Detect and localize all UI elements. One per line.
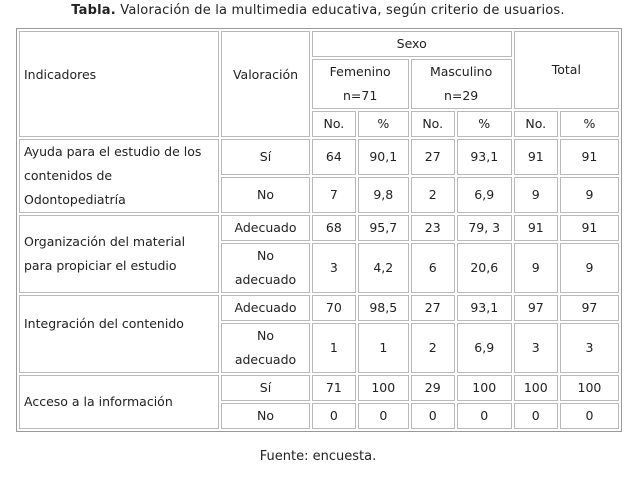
header-femenino — [312, 59, 409, 109]
header-masculino — [411, 59, 512, 109]
fem-no-cell: 7 — [312, 177, 356, 213]
header-tot-pct: % — [560, 111, 619, 137]
mas-no-cell: 29 — [411, 375, 455, 401]
valoracion-cell: No adecuado — [221, 243, 310, 293]
mas-pct-cell: 93,1 — [457, 139, 512, 175]
fem-pct-cell: 1 — [358, 323, 409, 373]
indicator-cell: Acceso a la información — [19, 375, 219, 429]
valoracion-cell: Adecuado — [221, 215, 310, 241]
fem-pct-cell: 0 — [358, 403, 409, 429]
header-fem-pct: % — [358, 111, 409, 137]
masculino-label: Masculino — [429, 64, 493, 79]
tot-pct-cell: 3 — [560, 323, 619, 373]
valoracion-cell: No — [221, 177, 310, 213]
caption-label: Tabla. — [71, 3, 116, 18]
tot-no-cell: 9 — [514, 243, 558, 293]
header-indicadores: Indicadores — [19, 31, 219, 137]
fem-no-cell: 70 — [312, 295, 356, 321]
fem-pct-cell: 95,7 — [358, 215, 409, 241]
tot-no-cell: 91 — [514, 215, 558, 241]
mas-no-cell: 23 — [411, 215, 455, 241]
mas-no-cell: 2 — [411, 323, 455, 373]
mas-pct-cell: 0 — [457, 403, 512, 429]
tot-no-cell: 100 — [514, 375, 558, 401]
header-tot-no: No. — [514, 111, 558, 137]
tot-pct-cell: 9 — [560, 243, 619, 293]
mas-no-cell: 6 — [411, 243, 455, 293]
tot-no-cell: 91 — [514, 139, 558, 175]
indicator-cell: Organización del material para propiciar el estudio — [19, 215, 219, 293]
header-sexo: Sexo — [312, 31, 512, 57]
tot-no-cell: 3 — [514, 323, 558, 373]
mas-pct-cell: 100 — [457, 375, 512, 401]
tot-pct-cell: 91 — [560, 215, 619, 241]
valoracion-table — [16, 28, 622, 432]
fem-no-cell: 71 — [312, 375, 356, 401]
fem-no-cell: 64 — [312, 139, 356, 175]
mas-pct-cell: 6,9 — [457, 177, 512, 213]
mas-no-cell: 2 — [411, 177, 455, 213]
table-caption — [0, 3, 636, 18]
header-valoracion: Valoración — [221, 31, 310, 137]
tot-pct-cell: 9 — [560, 177, 619, 213]
table-row — [19, 375, 619, 401]
valoracion-cell: No adecuado — [221, 323, 310, 373]
mas-pct-cell: 79, 3 — [457, 215, 512, 241]
fem-no-cell: 1 — [312, 323, 356, 373]
fem-pct-cell: 9,8 — [358, 177, 409, 213]
mas-pct-cell: 6,9 — [457, 323, 512, 373]
tot-pct-cell: 0 — [560, 403, 619, 429]
table-row — [19, 295, 619, 321]
header-total: Total — [514, 31, 619, 109]
mas-no-cell: 27 — [411, 139, 455, 175]
fem-pct-cell: 90,1 — [358, 139, 409, 175]
tot-no-cell: 97 — [514, 295, 558, 321]
valoracion-cell: No — [221, 403, 310, 429]
fem-no-cell: 0 — [312, 403, 356, 429]
tot-no-cell: 9 — [514, 177, 558, 213]
table-row — [19, 215, 619, 241]
fem-pct-cell: 98,5 — [358, 295, 409, 321]
table-row — [19, 139, 619, 175]
valoracion-cell: Adecuado — [221, 295, 310, 321]
tot-pct-cell: 100 — [560, 375, 619, 401]
fem-pct-cell: 100 — [358, 375, 409, 401]
indicator-cell: Integración del contenido — [19, 295, 219, 373]
header-mas-no: No. — [411, 111, 455, 137]
femenino-label: Femenino — [329, 64, 391, 79]
fem-no-cell: 68 — [312, 215, 356, 241]
femenino-n: n=71 — [343, 88, 378, 103]
mas-pct-cell: 20,6 — [457, 243, 512, 293]
mas-no-cell: 27 — [411, 295, 455, 321]
fem-pct-cell: 4,2 — [358, 243, 409, 293]
tot-pct-cell: 97 — [560, 295, 619, 321]
header-fem-no: No. — [312, 111, 356, 137]
mas-no-cell: 0 — [411, 403, 455, 429]
indicator-cell: Ayuda para el estudio de los contenidos de Odontopediatría — [19, 139, 219, 213]
table-footer: Fuente: encuesta. — [259, 449, 377, 464]
tot-no-cell: 0 — [514, 403, 558, 429]
valoracion-cell: Sí — [221, 375, 310, 401]
valoracion-cell: Sí — [221, 139, 310, 175]
mas-pct-cell: 93,1 — [457, 295, 512, 321]
header-mas-pct: % — [457, 111, 512, 137]
tot-pct-cell: 91 — [560, 139, 619, 175]
caption-text: Valoración de la multimedia educativa, según criterio de usuarios. — [115, 3, 565, 18]
fem-no-cell: 3 — [312, 243, 356, 293]
masculino-n: n=29 — [443, 88, 479, 103]
